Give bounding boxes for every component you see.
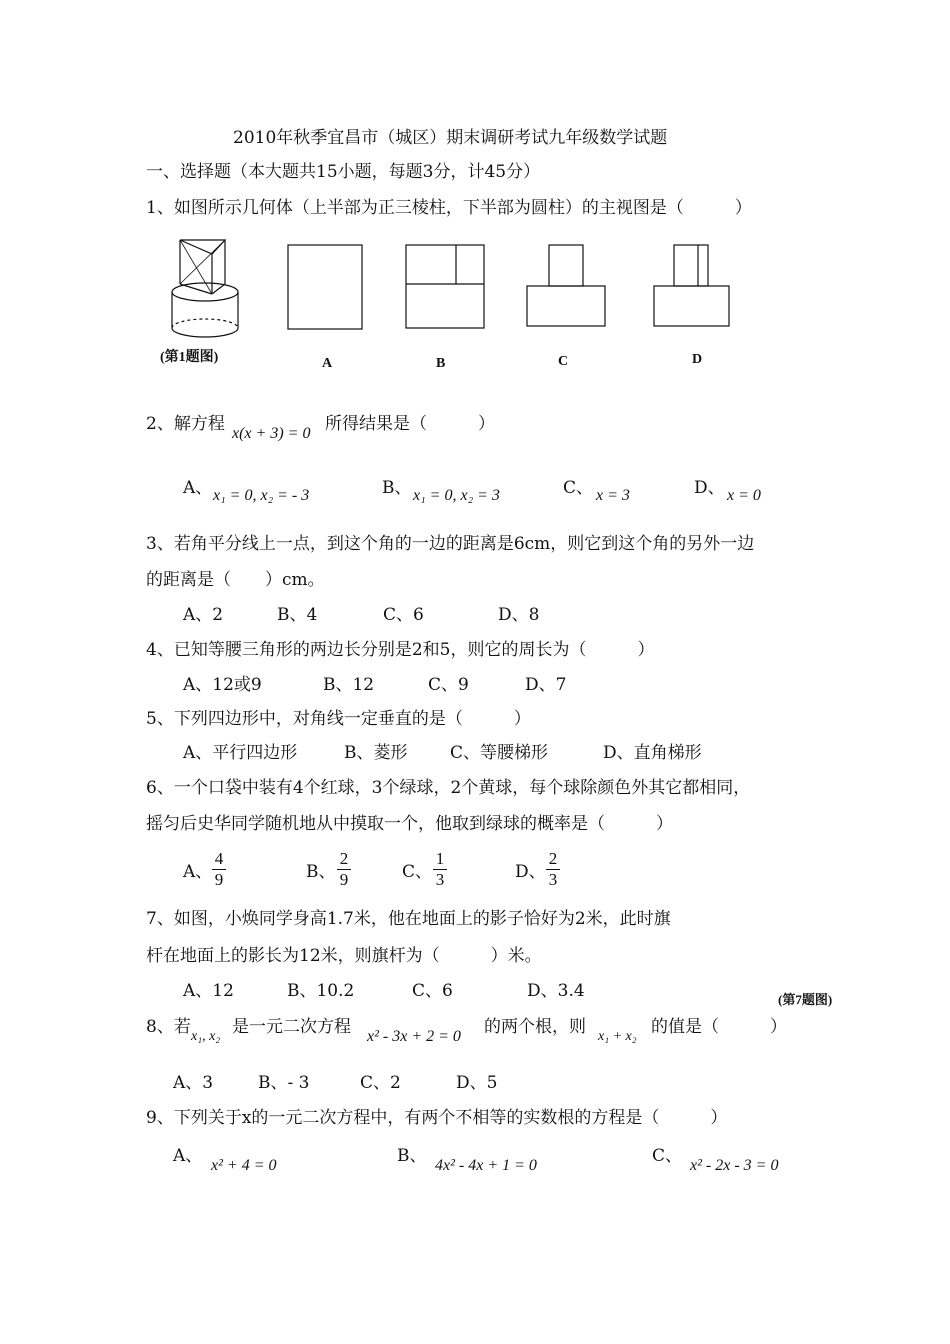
fraction-denominator: 3 [548,870,558,889]
q1-option-a-label: A [322,356,333,371]
q8-option-a: A、3 [173,1073,214,1093]
q7-option-d: D、3.4 [527,981,585,1001]
q6-option-b-label: B、 [306,862,336,882]
q2-option-d-value: x = 0 [727,487,761,504]
q1-option-c-figure [525,243,607,329]
page-title: 2010年秋季宜昌市（城区）期末调研考试九年级数学试题 [233,128,668,148]
question-4-stem: 4、已知等腰三角形的两边长分别是2和5，则它的周长为（ ） [146,640,655,660]
q3-option-d: D、8 [498,605,540,625]
question-3-line-1: 3、若角平分线上一点，到这个角的一边的距离是6cm，则它到这个角的另外一边 [146,534,755,554]
q8-option-c: C、2 [360,1073,401,1093]
q6-option-a-label: A、 [183,862,213,882]
q7-option-b: B、10.2 [287,981,355,1001]
q2-equation: x(x + 3) = 0 [232,425,311,442]
q4-option-d: D、7 [525,675,567,695]
q9-option-c-label: C、 [652,1146,683,1166]
fraction-numerator: 2 [339,849,349,868]
question-8-stem-mid: 是一元二次方程 [232,1017,351,1037]
question-1-stem: 1、如图所示几何体（上半部为正三棱柱，下半部为圆柱）的主视图是（ ） [146,198,752,218]
question-8-stem-pre: 8、若 [146,1017,191,1037]
q1-option-b-label: B [436,356,446,371]
q2-option-c-label: C、 [563,478,594,498]
q2-option-a-value: x₁ = 0, x₂ = - 3 [213,487,310,504]
q5-option-b: B、菱形 [344,743,408,763]
q6-option-d-label: D、 [515,862,546,882]
q5-option-a: A、平行四边形 [183,743,298,763]
q3-option-b: B、4 [277,605,318,625]
question-6-line-1: 6、一个口袋中装有4个红球，3个绿球，2个黄球，每个球除颜色外其它都相同， [146,778,751,798]
q1-figure-caption: (第1题图) [160,350,219,365]
fraction-denominator: 9 [339,870,349,889]
q9-option-a-label: A、 [173,1146,203,1166]
fraction-denominator: 9 [214,870,224,889]
q2-option-b-label: B、 [382,478,412,498]
q2-option-a-label: A、 [183,478,213,498]
question-8-stem-post: 的值是（ ） [651,1017,787,1037]
q1-option-d-label: D [692,352,703,367]
q7-option-c: C、6 [412,981,453,1001]
q5-option-c: C、等腰梯形 [450,743,549,763]
q5-option-d: D、直角梯形 [603,743,702,763]
q8-option-d: D、5 [456,1073,498,1093]
question-7-line-1: 7、如图，小焕同学身高1.7米，他在地面上的影子恰好为2米，此时旗 [146,909,671,929]
question-9-stem: 9、下列关于x的一元二次方程中，有两个不相等的实数根的方程是（ ） [146,1108,728,1128]
question-8-stem-mid2: 的两个根，则 [484,1017,586,1037]
fraction-numerator: 1 [435,849,445,868]
question-6-line-2: 摇匀后史华同学随机地从中摸取一个，他取到绿球的概率是（ ） [146,814,673,834]
fraction-numerator: 4 [214,849,224,868]
q1-option-c-label: C [558,354,569,369]
q1-option-b-figure [404,243,486,331]
q6-option-c-fraction [433,850,447,889]
question-2-stem-post: 所得结果是（ ） [325,414,495,434]
q8-option-b: B、- 3 [258,1073,310,1093]
q7-figure-caption: (第7题图) [778,992,833,1007]
q1-solid-figure [160,232,250,342]
q1-option-a-figure [286,243,366,333]
q7-option-a: A、12 [183,981,234,1001]
q1-option-d-figure [652,243,732,329]
q2-option-b-value: x₁ = 0, x₂ = 3 [413,487,500,504]
q4-option-b: B、12 [323,675,375,695]
q9-option-c-value: x² - 2x - 3 = 0 [690,1157,779,1174]
q6-option-c-label: C、 [402,862,433,882]
q9-option-a-value: x² + 4 = 0 [211,1157,277,1174]
q6-option-d-fraction [546,850,560,889]
q6-option-a-fraction [212,850,226,889]
question-2-stem-pre: 2、解方程 [146,414,225,434]
fraction-numerator: 2 [548,849,558,868]
question-3-line-2: 的距离是（ ）cm。 [146,570,325,590]
question-5-stem: 5、下列四边形中，对角线一定垂直的是（ ） [146,709,531,729]
q9-option-b-value: 4x² - 4x + 1 = 0 [435,1157,537,1174]
q9-option-b-label: B、 [397,1146,427,1166]
q2-option-d-label: D、 [694,478,725,498]
q3-option-a: A、2 [183,605,224,625]
section-heading: 一、选择题（本大题共15小题，每题3分，计45分） [146,162,541,182]
q8-roots: x₁, x₂ [191,1029,221,1044]
q6-option-b-fraction [337,850,351,889]
q2-option-c-value: x = 3 [596,487,630,504]
q4-option-a: A、12或9 [183,675,262,695]
question-7-line-2: 杆在地面上的影长为12米，则旗杆为（ ）米。 [146,946,542,966]
q8-expression: x₁ + x₂ [598,1029,637,1044]
fraction-denominator: 3 [435,870,445,889]
q3-option-c: C、6 [383,605,424,625]
q4-option-c: C、9 [428,675,469,695]
q8-equation: x² - 3x + 2 = 0 [367,1028,461,1045]
